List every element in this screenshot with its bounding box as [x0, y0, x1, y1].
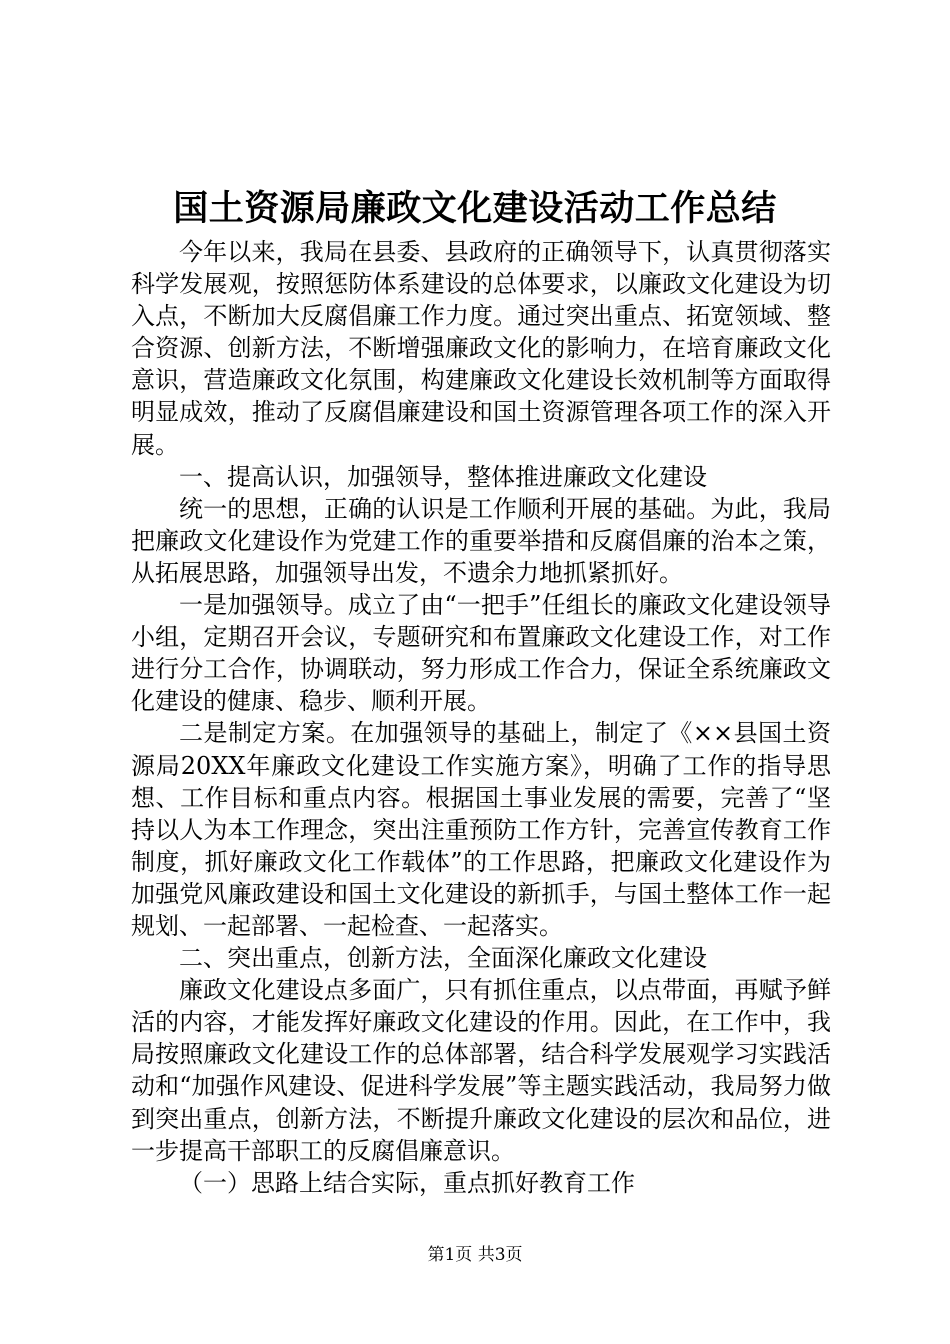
page-footer: 第1页 共3页 — [427, 1245, 523, 1265]
paragraph-intro: 今年以来，我局在县委、县政府的正确领导下，认真贯彻落实科学发展观，按照惩防体系建设的总体要求，以廉政文化建设为切入点，不断加大反腐倡廉工作力度。通过突出重点、拓宽领域、整合资源、创新方法，不断增强廉政文化的影响力，在培育廉政文化意识，营造廉政文化氛围，构建廉政文化建设长效机制等方面取得明显成效，推动了反腐倡廉建设和国土资源管理各项工作的深入开展。 — [131, 238, 831, 459]
document-title: 国土资源局廉政文化建设活动工作总结 — [173, 189, 777, 229]
paragraph-leadership: 一是加强领导。成立了由“一把手”任组长的廉政文化建设领导小组，定期召开会议，专题研究和布置廉政文化建设工作，对工作进行分工合作，协调联动，努力形成工作合力，保证全系统廉政文化建设的健康、稳步、顺利开展。 — [131, 591, 831, 716]
section-heading-1: 一、提高认识，加强领导，整体推进廉政文化建设 — [179, 462, 707, 491]
paragraph-section-1-intro: 统一的思想，正确的认识是工作顺利开展的基础。为此，我局把廉政文化建设作为党建工作的重要举措和反腐倡廉的治本之策，从拓展思路，加强领导出发，不遗余力地抓紧抓好。 — [131, 494, 831, 587]
paragraph-plan: 二是制定方案。在加强领导的基础上，制定了《××县国土资源局20XX年廉政文化建设工作实施方案》，明确了工作的指导思想、工作目标和重点内容。根据国土事业发展的需要，完善了“坚持以人为本工作理念，突出注重预防工作方针，完善宣传教育工作制度，抓好廉政文化工作载体”的工作思路，把廉政文化建设作为加强党风廉政建设和国土文化建设的新抓手，与国土整体工作一起规划、一起部署、一起检查、一起落实。 — [131, 719, 831, 940]
document-body — [131, 236, 831, 1199]
subsection-heading-1: （一）思路上结合实际，重点抓好教育工作 — [179, 1168, 635, 1197]
section-heading-2: 二、突出重点，创新方法，全面深化廉政文化建设 — [179, 944, 707, 973]
paragraph-section-2-intro: 廉政文化建设点多面广，只有抓住重点，以点带面，再赋予鲜活的内容，才能发挥好廉政文化建设的作用。因此，在工作中，我局按照廉政文化建设工作的总体部署，结合科学发展观学习实践活动和“加强作风建设、促进科学发展”等主题实践活动，我局努力做到突出重点，创新方法，不断提升廉政文化建设的层次和品位，进一步提高干部职工的反腐倡廉意识。 — [131, 976, 831, 1165]
